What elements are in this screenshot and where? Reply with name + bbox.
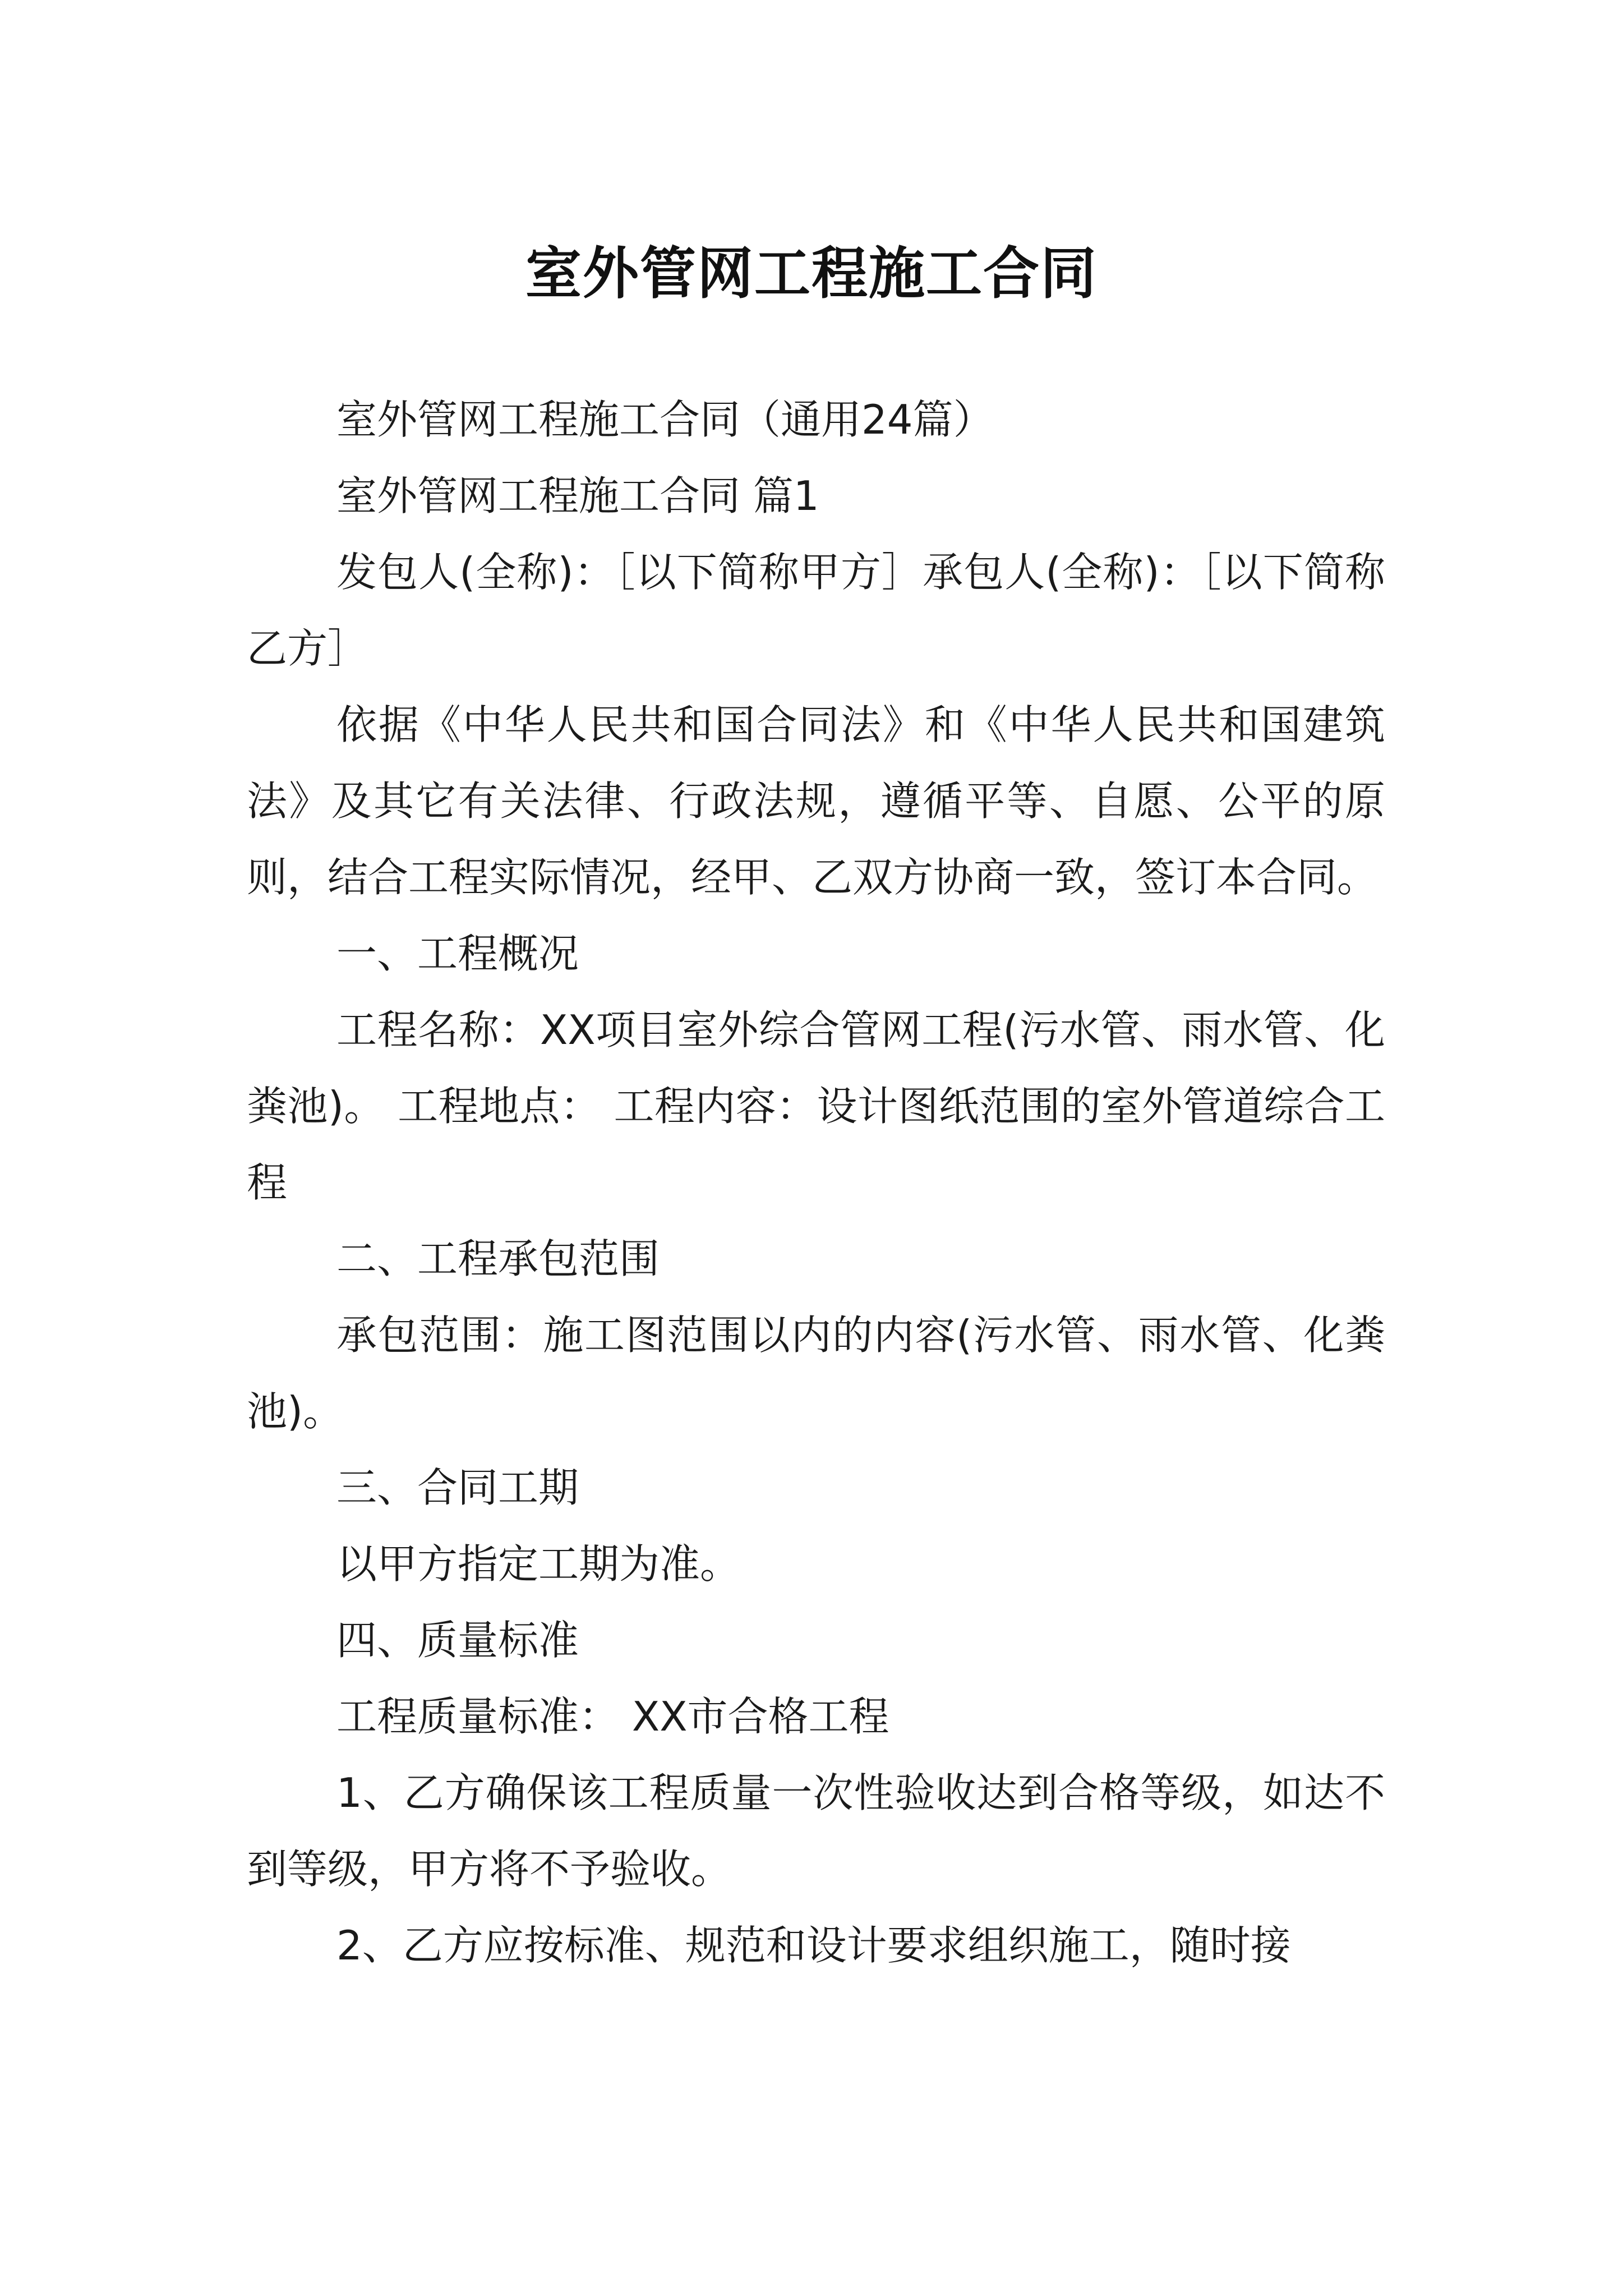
heading-contract-scope: 二、工程承包范围 — [336, 1235, 660, 1282]
paragraph-project-details: 工程名称：XX项目室外综合管网工程(污水管、雨水管、化粪池)。 工程地点： 工程内容：设计图纸范围的室外管道综合工程 — [247, 1006, 1385, 1206]
paragraph-quality-item-1: 1、乙方确保该工程质量一次性验收达到合格等级，如达不到等级，甲方将不予验收。 — [247, 1769, 1385, 1893]
paragraph-section-heading: 室外管网工程施工合同 篇1 — [336, 472, 819, 519]
paragraph-quality-standard: 工程质量标准： XX市合格工程 — [336, 1693, 889, 1740]
paragraph-quality-item-2: 2、乙方应按标准、规范和设计要求组织施工，随时接 — [336, 1922, 1291, 1969]
document-body — [247, 381, 1385, 1984]
paragraph-contract-period: 以甲方指定工期为准。 — [336, 1540, 741, 1588]
heading-project-overview: 一、工程概况 — [336, 930, 579, 977]
paragraph-contract-scope: 承包范围：施工图范围以内的内容(污水管、雨水管、化粪池)。 — [247, 1312, 1385, 1435]
paragraph-subtitle: 室外管网工程施工合同（通用24篇） — [336, 396, 994, 443]
document-title: 室外管网工程施工合同 — [525, 240, 1098, 306]
heading-quality-standard: 四、质量标准 — [336, 1617, 579, 1664]
paragraph-basis: 依据《中华人民共和国合同法》和《中华人民共和国建筑法》及其它有关法律、行政法规，遵循平等、自愿、公平的原则，结合工程实际情况，经甲、乙双方协商一致，签订本合同。 — [247, 701, 1385, 901]
heading-contract-period: 三、合同工期 — [336, 1464, 579, 1511]
paragraph-parties: 发包人(全称)：［以下简称甲方］承包人(全称)：［以下简称乙方］ — [247, 549, 1385, 672]
